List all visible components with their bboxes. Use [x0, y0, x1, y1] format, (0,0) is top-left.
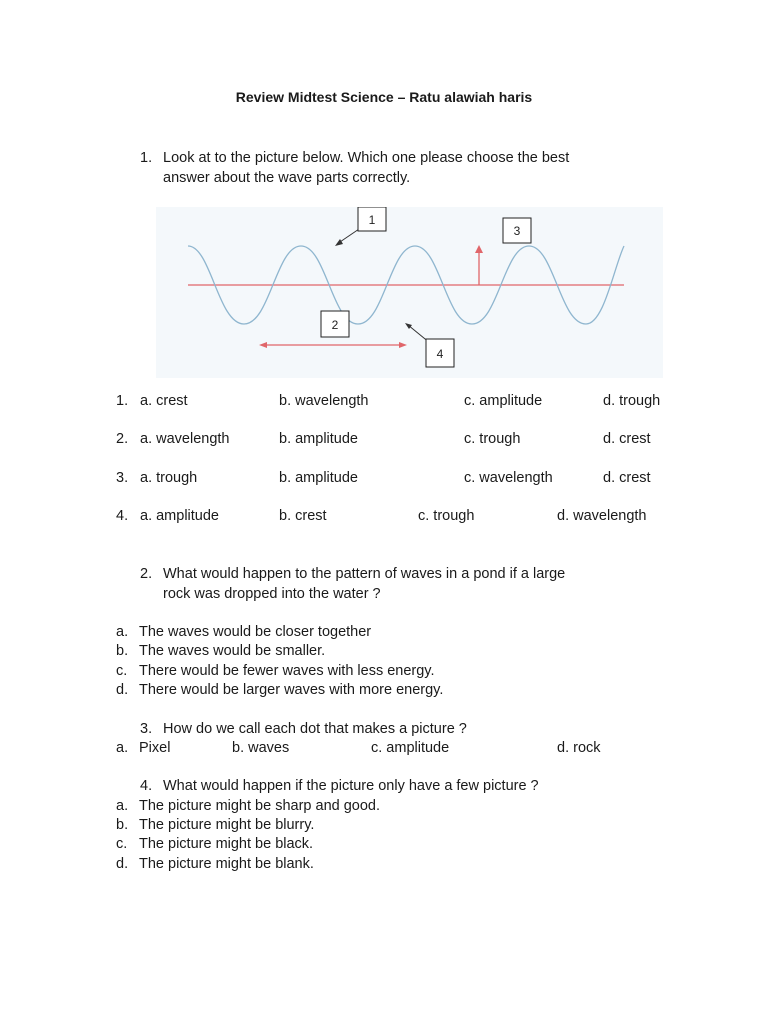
option-c: c. amplitude [464, 393, 543, 409]
option-c: c. amplitude [371, 740, 450, 756]
option-b: b. waves [232, 740, 290, 756]
figure-background [156, 207, 663, 378]
option-text: Pixel [139, 740, 171, 756]
option-text: The waves would be smaller. [139, 643, 326, 659]
option-text: The picture might be black. [139, 836, 314, 852]
question-text-line: rock was dropped into the water ? [163, 586, 381, 602]
option-letter: a. [116, 798, 129, 814]
option-letter: d. [116, 856, 129, 872]
label-box-3 [503, 218, 531, 243]
label-3: 3 [513, 224, 521, 238]
option-letter: c. [116, 663, 128, 679]
option-letter: c. [116, 836, 128, 852]
option-letter: b. [116, 817, 129, 833]
question-text-line: answer about the wave parts correctly. [163, 170, 411, 186]
label-box-4 [426, 339, 454, 367]
question-number: 2. [140, 566, 153, 582]
question-text: How do we call each dot that makes a picture ? [163, 721, 467, 737]
label-2: 2 [331, 318, 339, 332]
option-d: d. wavelength [557, 508, 647, 524]
question-number: 4. [140, 778, 153, 794]
wave-diagram [156, 207, 663, 378]
option-b: b. crest [279, 508, 327, 524]
option-letter: d. [116, 682, 129, 698]
option-text: The picture might be blank. [139, 856, 314, 872]
option-a: a. crest [140, 393, 188, 409]
option-a: a. wavelength [140, 431, 230, 447]
question-number: 1. [140, 150, 153, 166]
row-number: 2. [116, 431, 129, 447]
question-text-line: What would happen to the pattern of waves in a pond if a large [163, 566, 566, 582]
row-number: 4. [116, 508, 129, 524]
label-box-2 [321, 311, 349, 337]
option-b: b. amplitude [279, 431, 358, 447]
option-d: d. crest [603, 470, 651, 486]
label-box-1 [358, 207, 386, 231]
option-a: a. trough [140, 470, 198, 486]
page-title: Review Midtest Science – Ratu alawiah haris [235, 89, 533, 105]
option-d: d. trough [603, 393, 661, 409]
option-letter: b. [116, 643, 129, 659]
row-number: 1. [116, 393, 129, 409]
option-c: c. wavelength [464, 470, 553, 486]
question-number: 3. [140, 721, 153, 737]
option-letter: a. [116, 624, 129, 640]
option-text: There would be fewer waves with less energy. [139, 663, 435, 679]
label-1: 1 [368, 213, 376, 227]
label-4: 4 [436, 347, 444, 361]
option-text: The picture might be sharp and good. [139, 798, 381, 814]
option-letter: a. [116, 740, 129, 756]
option-c: c. trough [464, 431, 521, 447]
option-text: The picture might be blurry. [139, 817, 315, 833]
question-text: What would happen if the picture only have a few picture ? [163, 778, 539, 794]
option-b: b. amplitude [279, 470, 358, 486]
option-b: b. wavelength [279, 393, 369, 409]
option-d: d. rock [557, 740, 601, 756]
option-a: a. amplitude [140, 508, 219, 524]
option-text: There would be larger waves with more energy. [139, 682, 444, 698]
row-number: 3. [116, 470, 129, 486]
question-text-line: Look at to the picture below. Which one please choose the best [163, 150, 570, 166]
option-d: d. crest [603, 431, 651, 447]
option-c: c. trough [418, 508, 475, 524]
option-text: The waves would be closer together [139, 624, 372, 640]
